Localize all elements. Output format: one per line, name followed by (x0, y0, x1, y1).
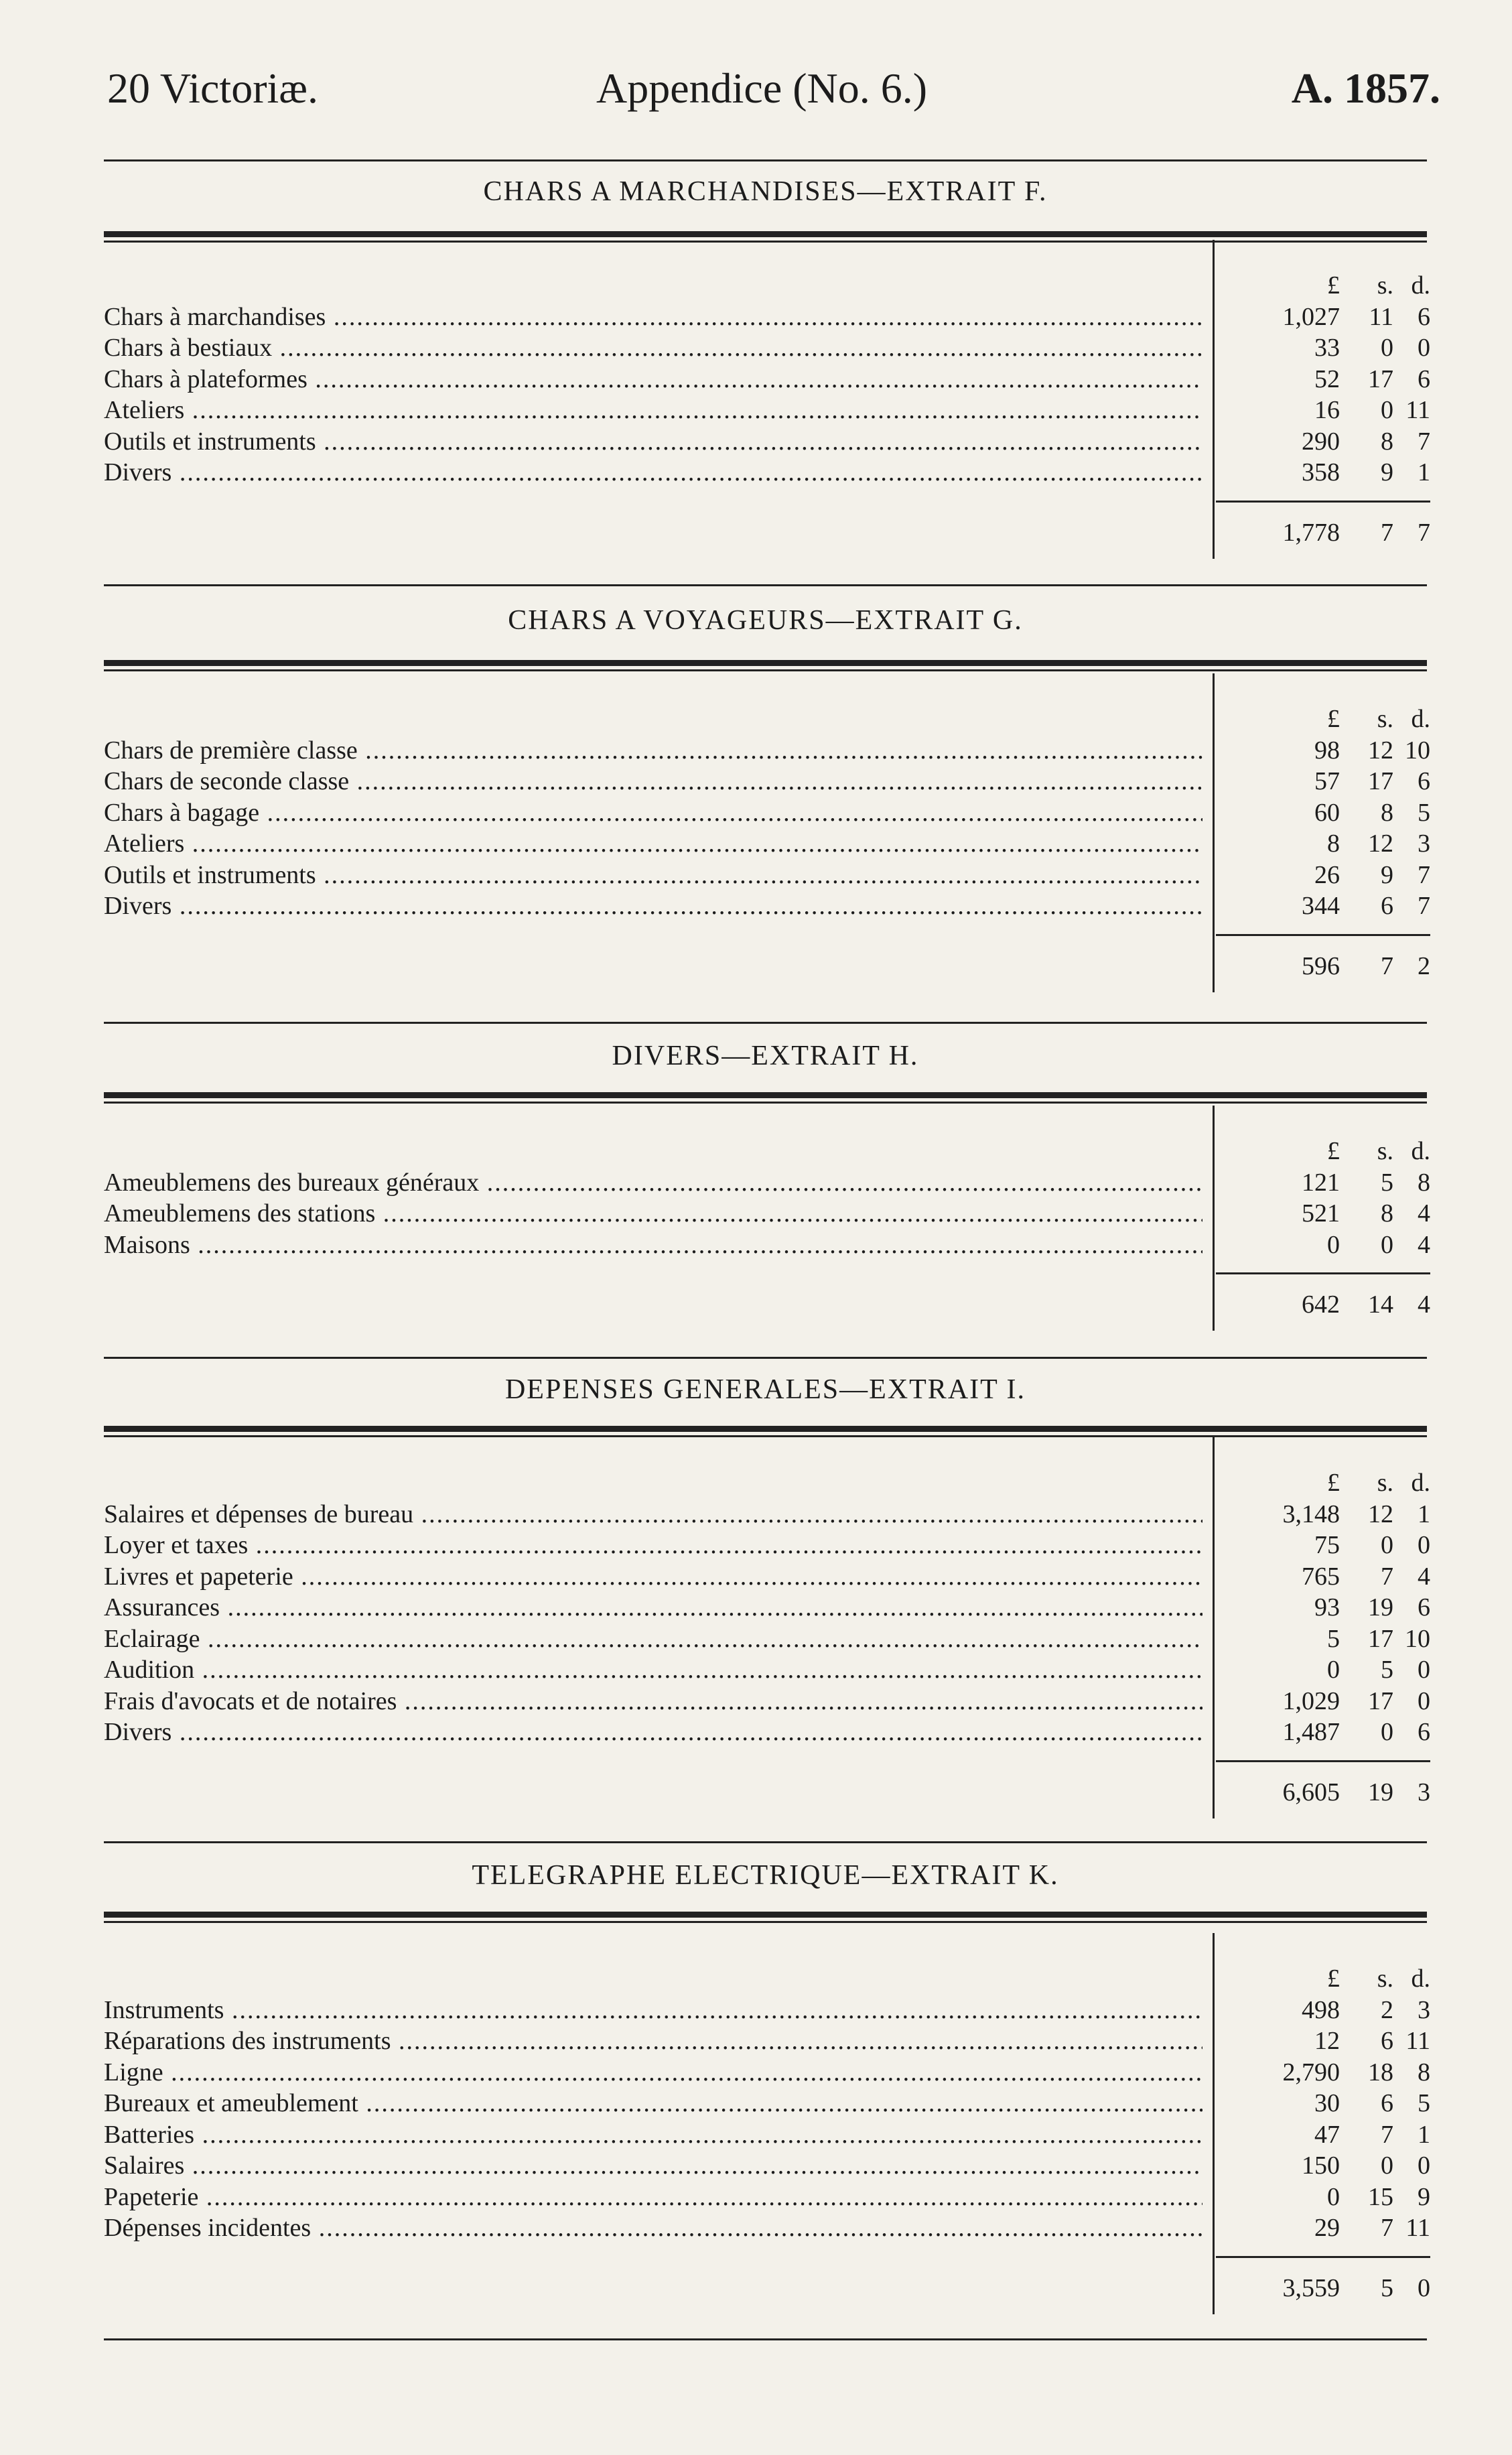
total-rule (1216, 2256, 1430, 2258)
section-title: DEPENSES GENERALES—EXTRAIT I. (504, 1374, 1026, 1405)
shillings-value: 6 (1381, 2089, 1393, 2117)
section-double-rule (104, 1426, 1427, 1432)
table-row (104, 1561, 1430, 1592)
running-head (107, 64, 1440, 124)
table-row (104, 1995, 1430, 2026)
total-pence: 0 (1418, 2273, 1430, 2302)
row-label: Dépenses incidentes ..... (104, 2212, 1202, 2243)
section-title: CHARS A VOYAGEURS—EXTRAIT G. (508, 605, 1023, 636)
pence-header: d. (1411, 1469, 1430, 1497)
pence-value: 0 (1418, 1686, 1430, 1715)
table-row (104, 766, 1430, 797)
pence-value: 0 (1418, 1656, 1430, 1684)
row-label: Papeterie ..... (104, 2182, 1202, 2212)
table-row (104, 2212, 1430, 2243)
pounds-value: 0 (1327, 1656, 1340, 1684)
shillings-value: 6 (1381, 2027, 1393, 2055)
shillings-value: 6 (1381, 892, 1393, 920)
pounds-value: 57 (1314, 767, 1340, 795)
table-row (104, 1198, 1430, 1229)
shillings-value: 9 (1381, 860, 1393, 889)
table-row (104, 1499, 1430, 1530)
shillings-value: 17 (1368, 1624, 1393, 1653)
total-row (104, 1289, 1430, 1320)
section-double-rule (104, 660, 1427, 666)
pence-value: 7 (1418, 892, 1430, 920)
row-label: Ameublemens des bureaux généraux ..... (104, 1167, 1202, 1198)
pounds-header: £ (1327, 705, 1340, 733)
table-row (104, 797, 1430, 828)
currency-header-row (104, 270, 1430, 301)
pounds-value: 30 (1314, 2089, 1340, 2117)
shillings-value: 9 (1381, 458, 1393, 486)
shillings-value: 8 (1381, 798, 1393, 827)
total-row (104, 2273, 1430, 2304)
row-label: Chars à marchandises ..... (104, 302, 1202, 332)
pounds-value: 16 (1314, 396, 1340, 424)
currency-header-row (104, 1467, 1430, 1498)
row-label: Divers ..... (104, 457, 1202, 488)
total-pence: 7 (1418, 518, 1430, 547)
account-table (104, 270, 1430, 562)
total-rule (1216, 1760, 1430, 1762)
pence-value: 7 (1418, 860, 1430, 889)
shillings-value: 7 (1381, 1562, 1393, 1591)
pounds-value: 150 (1302, 2151, 1340, 2180)
table-row (104, 1623, 1430, 1654)
pence-value: 11 (1405, 2027, 1430, 2055)
currency-header-row (104, 1136, 1430, 1167)
row-label: Audition ..... (104, 1654, 1202, 1685)
table-row (104, 2057, 1430, 2088)
table-row (104, 2026, 1430, 2056)
row-label: Chars à plateformes ..... (104, 364, 1202, 395)
pounds-value: 75 (1314, 1531, 1340, 1559)
pence-value: 6 (1418, 1718, 1430, 1746)
pounds-value: 1,487 (1282, 1718, 1340, 1746)
pence-value: 6 (1418, 1593, 1430, 1621)
total-row (104, 951, 1430, 982)
pounds-value: 498 (1302, 1995, 1340, 2024)
shillings-value: 0 (1381, 1230, 1393, 1259)
pounds-value: 98 (1314, 736, 1340, 765)
table-row (104, 735, 1430, 766)
pence-value: 7 (1418, 427, 1430, 456)
shillings-value: 17 (1368, 1686, 1393, 1715)
pounds-value: 47 (1314, 2120, 1340, 2149)
pence-value: 11 (1405, 2214, 1430, 2242)
row-label: Ligne ..... (104, 2057, 1202, 2088)
row-label: Ameublemens des stations ..... (104, 1198, 1202, 1229)
pounds-value: 1,027 (1282, 302, 1340, 331)
pence-value: 0 (1418, 2151, 1430, 2180)
table-row (104, 2150, 1430, 2181)
header-right: A. 1857. (1291, 64, 1440, 112)
account-table (104, 1963, 1430, 2318)
row-label: Chars de première classe ..... (104, 735, 1202, 766)
pence-value: 10 (1405, 1624, 1430, 1653)
pence-value: 3 (1418, 830, 1430, 858)
section-top-rule (104, 584, 1427, 586)
pounds-header: £ (1327, 1469, 1340, 1497)
row-label: Outils et instruments ..... (104, 426, 1202, 457)
pence-value: 0 (1418, 334, 1430, 362)
pence-value: 6 (1418, 302, 1430, 331)
total-pence: 3 (1418, 1778, 1430, 1806)
pence-header: d. (1411, 271, 1430, 300)
row-label: Salaires ..... (104, 2150, 1202, 2181)
section-top-rule (104, 159, 1427, 161)
shillings-header: s. (1377, 1469, 1393, 1497)
total-shillings: 5 (1381, 2273, 1393, 2302)
header-center: Appendice (No. 6.) (596, 64, 928, 112)
total-rule (1216, 1272, 1430, 1274)
row-label: Chars de seconde classe ..... (104, 766, 1202, 797)
shillings-value: 5 (1381, 1168, 1393, 1197)
section-top-rule (104, 1841, 1427, 1843)
shillings-value: 12 (1368, 1500, 1393, 1528)
page-bottom-rule (104, 2338, 1427, 2340)
shillings-value: 0 (1381, 396, 1393, 424)
header-left: 20 Victoriæ. (107, 64, 318, 112)
pence-header: d. (1411, 705, 1430, 733)
pounds-value: 765 (1302, 1562, 1340, 1591)
pounds-value: 121 (1302, 1168, 1340, 1197)
table-row (104, 860, 1430, 890)
pounds-header: £ (1327, 1137, 1340, 1165)
shillings-value: 2 (1381, 1995, 1393, 2024)
pounds-value: 3,148 (1282, 1500, 1340, 1528)
shillings-value: 7 (1381, 2120, 1393, 2149)
account-table (104, 1136, 1430, 1334)
total-pounds: 6,605 (1282, 1778, 1340, 1806)
table-row (104, 1530, 1430, 1561)
table-row (104, 364, 1430, 395)
pounds-value: 521 (1302, 1199, 1340, 1228)
pence-value: 6 (1418, 364, 1430, 393)
pence-value: 5 (1418, 2089, 1430, 2117)
shillings-value: 19 (1368, 1593, 1393, 1621)
shillings-value: 17 (1368, 364, 1393, 393)
shillings-value: 18 (1368, 2058, 1393, 2086)
row-label: Divers ..... (104, 890, 1202, 921)
total-pence: 2 (1418, 951, 1430, 980)
row-label: Bureaux et ameublement ..... (104, 2088, 1202, 2119)
section-double-rule (104, 1092, 1427, 1098)
pounds-value: 93 (1314, 1593, 1340, 1621)
pence-value: 5 (1418, 798, 1430, 827)
pounds-value: 290 (1302, 427, 1340, 456)
table-row (104, 1654, 1430, 1685)
row-label: Outils et instruments ..... (104, 860, 1202, 890)
pence-value: 9 (1418, 2182, 1430, 2211)
section-double-rule (104, 1912, 1427, 1918)
section-double-rule-lower (104, 1435, 1427, 1437)
row-label: Instruments ..... (104, 1995, 1202, 2026)
pence-header: d. (1411, 1137, 1430, 1165)
shillings-value: 11 (1369, 302, 1393, 331)
table-row (104, 1717, 1430, 1747)
table-row (104, 1686, 1430, 1717)
shillings-value: 12 (1368, 830, 1393, 858)
pounds-value: 52 (1314, 364, 1340, 393)
total-row (104, 517, 1430, 548)
pence-value: 8 (1418, 1168, 1430, 1197)
pence-value: 1 (1418, 1500, 1430, 1528)
pounds-value: 0 (1327, 1230, 1340, 1259)
shillings-value: 8 (1381, 427, 1393, 456)
shillings-value: 15 (1368, 2182, 1393, 2211)
section-double-rule-lower (104, 241, 1427, 243)
total-pounds: 1,778 (1282, 518, 1340, 547)
row-label: Loyer et taxes ..... (104, 1530, 1202, 1561)
pounds-header: £ (1327, 271, 1340, 300)
table-row (104, 426, 1430, 457)
pounds-value: 358 (1302, 458, 1340, 486)
shillings-value: 7 (1381, 2214, 1393, 2242)
shillings-header: s. (1377, 705, 1393, 733)
section-title: CHARS A MARCHANDISES—EXTRAIT F. (483, 176, 1048, 207)
table-row (104, 2182, 1430, 2212)
pounds-value: 12 (1314, 2027, 1340, 2055)
pounds-value: 33 (1314, 334, 1340, 362)
table-row (104, 332, 1430, 363)
table-row (104, 395, 1430, 425)
pence-value: 3 (1418, 1995, 1430, 2024)
shillings-value: 0 (1381, 1531, 1393, 1559)
row-label: Livres et papeterie ..... (104, 1561, 1202, 1592)
pounds-value: 0 (1327, 2182, 1340, 2211)
row-label: Salaires et dépenses de bureau ..... (104, 1499, 1202, 1530)
pence-value: 6 (1418, 767, 1430, 795)
pounds-value: 2,790 (1282, 2058, 1340, 2086)
pence-value: 0 (1418, 1531, 1430, 1559)
row-label: Ateliers ..... (104, 828, 1202, 859)
row-label: Réparations des instruments ..... (104, 2026, 1202, 2056)
pence-value: 4 (1418, 1199, 1430, 1228)
total-pounds: 596 (1302, 951, 1340, 980)
section-top-rule (104, 1022, 1427, 1024)
shillings-value: 12 (1368, 736, 1393, 765)
pounds-header: £ (1327, 1965, 1340, 1993)
pence-header: d. (1411, 1965, 1430, 1993)
table-row (104, 890, 1430, 921)
currency-header-row (104, 1963, 1430, 1994)
pence-value: 1 (1418, 2120, 1430, 2149)
row-label: Ateliers ..... (104, 395, 1202, 425)
total-shillings: 7 (1381, 951, 1393, 980)
shillings-value: 0 (1381, 2151, 1393, 2180)
section-top-rule (104, 1357, 1427, 1359)
row-label: Chars à bagage ..... (104, 797, 1202, 828)
shillings-header: s. (1377, 271, 1393, 300)
row-label: Frais d'avocats et de notaires ..... (104, 1686, 1202, 1717)
currency-header-row (104, 704, 1430, 734)
pence-value: 4 (1418, 1230, 1430, 1259)
shillings-value: 0 (1381, 1718, 1393, 1746)
account-table (104, 1467, 1430, 1822)
table-row (104, 1167, 1430, 1198)
total-shillings: 19 (1368, 1778, 1393, 1806)
shillings-header: s. (1377, 1965, 1393, 1993)
pence-value: 8 (1418, 2058, 1430, 2086)
total-pounds: 3,559 (1282, 2273, 1340, 2302)
section-double-rule (104, 231, 1427, 237)
shillings-value: 5 (1381, 1656, 1393, 1684)
pounds-value: 5 (1327, 1624, 1340, 1653)
table-row (104, 1230, 1430, 1260)
pounds-value: 26 (1314, 860, 1340, 889)
table-row (104, 457, 1430, 488)
table-row (104, 2119, 1430, 2150)
table-row (104, 1592, 1430, 1623)
row-label: Eclairage ..... (104, 1623, 1202, 1654)
section-title: TELEGRAPHE ELECTRIQUE—EXTRAIT K. (472, 1860, 1059, 1891)
row-label: Maisons ..... (104, 1230, 1202, 1260)
pence-value: 10 (1405, 736, 1430, 765)
row-label: Batteries ..... (104, 2119, 1202, 2150)
pence-value: 1 (1418, 458, 1430, 486)
section-double-rule-lower (104, 1921, 1427, 1923)
shillings-value: 0 (1381, 334, 1393, 362)
section-double-rule-lower (104, 1102, 1427, 1104)
pounds-value: 60 (1314, 798, 1340, 827)
pence-value: 11 (1405, 396, 1430, 424)
shillings-value: 17 (1368, 767, 1393, 795)
shillings-header: s. (1377, 1137, 1393, 1165)
row-label: Assurances ..... (104, 1592, 1202, 1623)
row-label: Chars à bestiaux ..... (104, 332, 1202, 363)
total-pounds: 642 (1302, 1290, 1340, 1319)
pounds-value: 8 (1327, 830, 1340, 858)
row-label: Divers ..... (104, 1717, 1202, 1747)
table-row (104, 2088, 1430, 2119)
section-double-rule-lower (104, 669, 1427, 671)
shillings-value: 8 (1381, 1199, 1393, 1228)
total-row (104, 1777, 1430, 1808)
total-shillings: 7 (1381, 518, 1393, 547)
pence-value: 4 (1418, 1562, 1430, 1591)
total-rule (1216, 501, 1430, 503)
total-pence: 4 (1418, 1290, 1430, 1319)
pounds-value: 29 (1314, 2214, 1340, 2242)
table-row (104, 828, 1430, 859)
total-rule (1216, 934, 1430, 936)
account-table (104, 704, 1430, 996)
table-row (104, 302, 1430, 332)
section-title: DIVERS—EXTRAIT H. (612, 1041, 919, 1071)
pounds-value: 1,029 (1282, 1686, 1340, 1715)
pounds-value: 344 (1302, 892, 1340, 920)
total-shillings: 14 (1368, 1290, 1393, 1319)
